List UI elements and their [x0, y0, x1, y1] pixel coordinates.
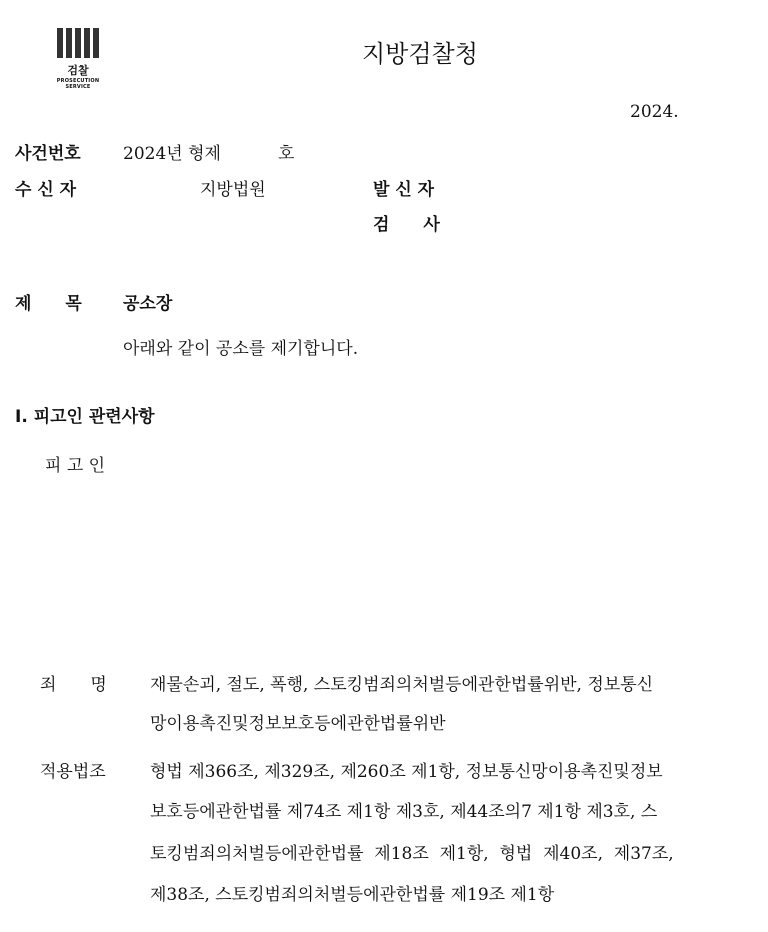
office-title: 지방검찰청: [362, 40, 478, 68]
prosecution-logo: [48, 28, 108, 88]
statutes-line: 토킹범죄의처벌등에관한법률 제18조 제1항, 형법 제40조, 제37조,: [150, 844, 674, 864]
statutes-line: 제38조, 스토킹범죄의처벌등에관한법률 제19조 제1항: [150, 885, 555, 905]
sender-label: 발 신 자: [373, 180, 435, 200]
logo-english: PROSECUTION SERVICE: [56, 78, 100, 90]
intro-text: 아래와 같이 공소를 제기합니다.: [123, 339, 359, 359]
prosecutor-label: 검 사: [373, 215, 440, 235]
document-date: 2024.: [630, 102, 679, 122]
logo-korean: 검찰: [67, 64, 89, 77]
case-number-value: 2024년 형제: [123, 144, 221, 164]
case-number-suffix: 호: [278, 144, 295, 164]
case-number-label: 사건번호: [15, 144, 81, 164]
statutes-line: 보호등에관한법률 제74조 제1항 제3호, 제44조의7 제1항 제3호, 스: [150, 802, 658, 822]
defendant-label: 피 고 인: [45, 456, 106, 476]
recipient-label: 수 신 자: [15, 180, 77, 200]
charges-line: 망이용촉진및정보보호등에관한법률위반: [150, 714, 446, 734]
charges-label: 죄 명: [40, 675, 107, 695]
statutes-line: 형법 제366조, 제329조, 제260조 제1항, 정보통신망이용촉진및정보: [150, 762, 663, 782]
logo-bars-icon: [48, 28, 108, 58]
subject-value: 공소장: [123, 294, 173, 314]
recipient-value: 지방법원: [200, 180, 266, 200]
subject-label: 제 목: [15, 294, 82, 314]
statutes-label: 적용법조: [40, 762, 106, 782]
section-heading: I. 피고인 관련사항: [15, 407, 155, 427]
charges-line: 재물손괴, 절도, 폭행, 스토킹범죄의처벌등에관한법률위반, 정보통신: [150, 675, 654, 695]
